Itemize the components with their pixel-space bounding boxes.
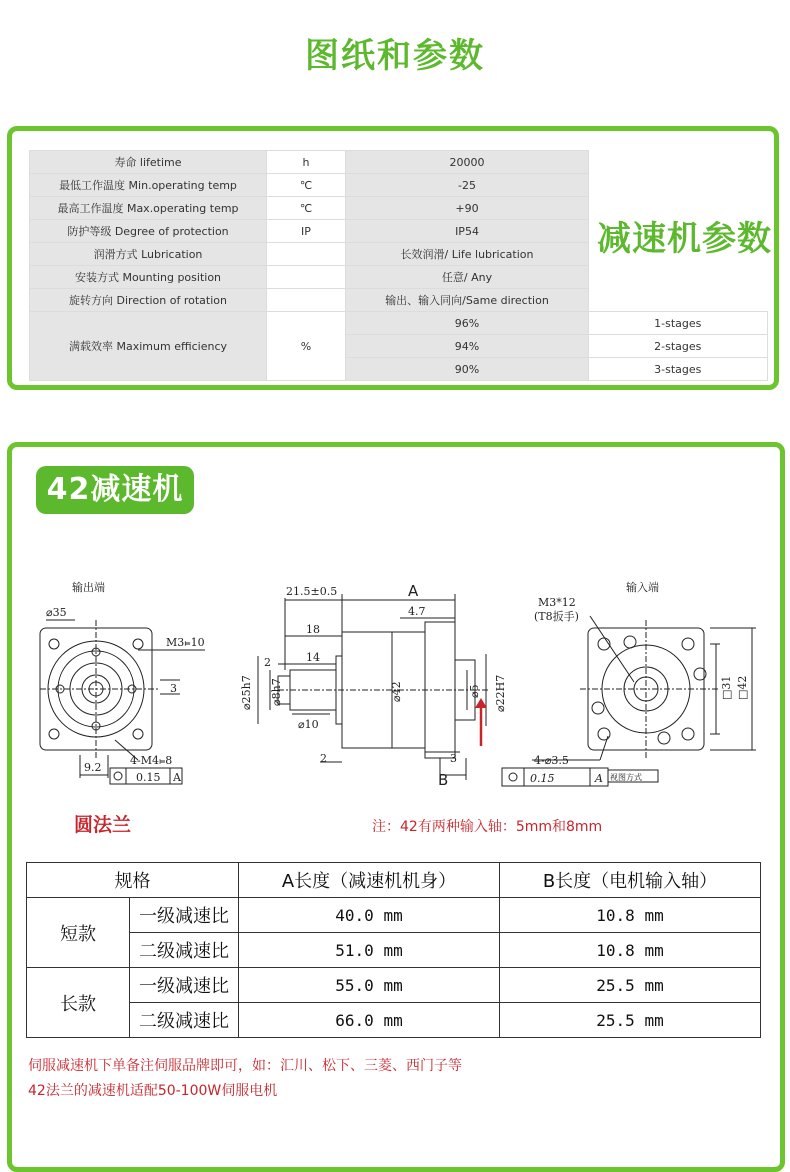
- efficiency-stage: 3-stages: [589, 358, 768, 381]
- dim-m3-12: M3*12: [538, 596, 576, 609]
- technical-drawing: [20, 570, 770, 800]
- ratio-cell: 一级减速比: [130, 968, 239, 1003]
- efficiency-stage: 2-stages: [589, 335, 768, 358]
- param-unit: [267, 243, 346, 266]
- ratio-cell: 二级减速比: [130, 1003, 239, 1038]
- param-value: IP54: [346, 220, 589, 243]
- table-row: [30, 266, 768, 289]
- b-length-cell: 10.8 mm: [500, 933, 761, 968]
- dim-m4: 4-M4⫢8: [130, 754, 173, 767]
- dim-2a: 2: [264, 656, 271, 669]
- efficiency-value: 96%: [346, 312, 589, 335]
- param-value: 长效润滑/ Life lubrication: [346, 243, 589, 266]
- dim-d25: ⌀25h7: [240, 675, 253, 710]
- param-unit: ℃: [267, 197, 346, 220]
- b-length-cell: 10.8 mm: [500, 898, 761, 933]
- param-name: 旋转方向 Direction of rotation: [30, 289, 267, 312]
- table-row: [30, 312, 768, 335]
- efficiency-unit: %: [267, 312, 346, 381]
- table-row: [27, 933, 761, 968]
- tolerance-value-2: 0.15: [530, 772, 555, 785]
- header-spec: 规格: [27, 863, 239, 898]
- param-value: 任意/ Any: [346, 266, 589, 289]
- table-row: [27, 898, 761, 933]
- param-unit: ℃: [267, 174, 346, 197]
- param-value: 输出、输入同向/Same direction: [346, 289, 589, 312]
- param-unit: [267, 266, 346, 289]
- dim-d10: ⌀10: [298, 718, 319, 731]
- remark-motor-fit: 42法兰的减速机适配50-100W伺服电机: [28, 1083, 278, 1099]
- dim-4-7: 4.7: [408, 605, 426, 618]
- header-a-length: A长度（减速机机身）: [239, 863, 500, 898]
- remark-servo-brand: 伺服减速机下单备注伺服品牌即可，如：汇川、松下、三菱、西门子等: [28, 1058, 462, 1074]
- view-method-label: 视图方式: [610, 773, 642, 782]
- b-length-cell: 25.5 mm: [500, 968, 761, 1003]
- param-name: 润滑方式 Lubrication: [30, 243, 267, 266]
- a-length-cell: 66.0 mm: [239, 1003, 500, 1038]
- param-unit: [267, 289, 346, 312]
- model-badge: 42减速机: [36, 466, 194, 514]
- a-length-cell: 40.0 mm: [239, 898, 500, 933]
- dim-d8: ⌀8h7: [270, 678, 283, 706]
- dim-2b: 2: [320, 752, 327, 765]
- params-side-label: 减速机参数: [597, 219, 772, 259]
- ratio-cell: 一级减速比: [130, 898, 239, 933]
- dim-A: A: [408, 582, 419, 600]
- dim-14: 14: [306, 651, 320, 664]
- input-end-label: 输入端: [626, 581, 659, 594]
- param-name: 安装方式 Mounting position: [30, 266, 267, 289]
- b-length-cell: 25.5 mm: [500, 1003, 761, 1038]
- parameters-table: [29, 150, 768, 381]
- param-value: 20000: [346, 151, 589, 174]
- table-row: [27, 968, 761, 1003]
- group-short: 短款: [27, 898, 130, 968]
- a-length-cell: 55.0 mm: [239, 968, 500, 1003]
- ratio-cell: 二级减速比: [130, 933, 239, 968]
- param-name: 寿命 lifetime: [30, 151, 267, 174]
- table-header-row: [27, 863, 761, 898]
- input-shaft-note: 注：42有两种输入轴：5mm和8mm: [372, 819, 603, 835]
- header-b-length: B长度（电机输入轴）: [500, 863, 761, 898]
- dim-d22: ⌀22H7: [494, 674, 507, 712]
- dim-sq31: □31: [720, 675, 733, 700]
- page-title: 图纸和参数: [305, 36, 485, 76]
- table-row: [30, 289, 768, 312]
- tolerance-ref-2: A: [595, 772, 603, 785]
- spec-table: [26, 862, 761, 1038]
- output-end-label: 输出端: [72, 581, 105, 594]
- table-row: [27, 1003, 761, 1038]
- input-arrow-icon: [475, 698, 487, 746]
- efficiency-name: 满载效率 Maximum efficiency: [30, 312, 267, 381]
- tolerance-ref: A: [173, 771, 181, 784]
- dim-m3: M3⫢10: [166, 636, 205, 649]
- dim-sq42: □42: [736, 675, 749, 700]
- dim-18: 18: [306, 623, 320, 636]
- table-row: [30, 151, 768, 174]
- dim-3: 3: [170, 682, 177, 695]
- dim-t8: (T8扳手): [534, 610, 579, 623]
- param-value: +90: [346, 197, 589, 220]
- efficiency-value: 90%: [346, 358, 589, 381]
- param-unit: h: [267, 151, 346, 174]
- table-row: [30, 174, 768, 197]
- a-length-cell: 51.0 mm: [239, 933, 500, 968]
- dim-3b: 3: [450, 752, 457, 765]
- group-long: 长款: [27, 968, 130, 1038]
- dim-21-5: 21.5±0.5: [286, 585, 338, 598]
- dim-B: B: [438, 771, 449, 789]
- efficiency-stage: 1-stages: [589, 312, 768, 335]
- efficiency-value: 94%: [346, 335, 589, 358]
- param-name: 最高工作温度 Max.operating temp: [30, 197, 267, 220]
- dim-d42: ⌀42: [390, 681, 403, 702]
- dim-d35: ⌀35: [46, 606, 67, 619]
- dim-hole: 4-⌀3.5: [534, 754, 569, 767]
- dim-9-2: 9.2: [84, 761, 102, 774]
- flange-type-label: 圆法兰: [74, 814, 132, 836]
- parameters-panel: [7, 126, 779, 390]
- tolerance-value: 0.15: [136, 771, 161, 784]
- param-name: 防护等级 Degree of protection: [30, 220, 267, 243]
- param-name: 最低工作温度 Min.operating temp: [30, 174, 267, 197]
- param-value: -25: [346, 174, 589, 197]
- param-unit: IP: [267, 220, 346, 243]
- dim-d5: ⌀5: [468, 684, 481, 698]
